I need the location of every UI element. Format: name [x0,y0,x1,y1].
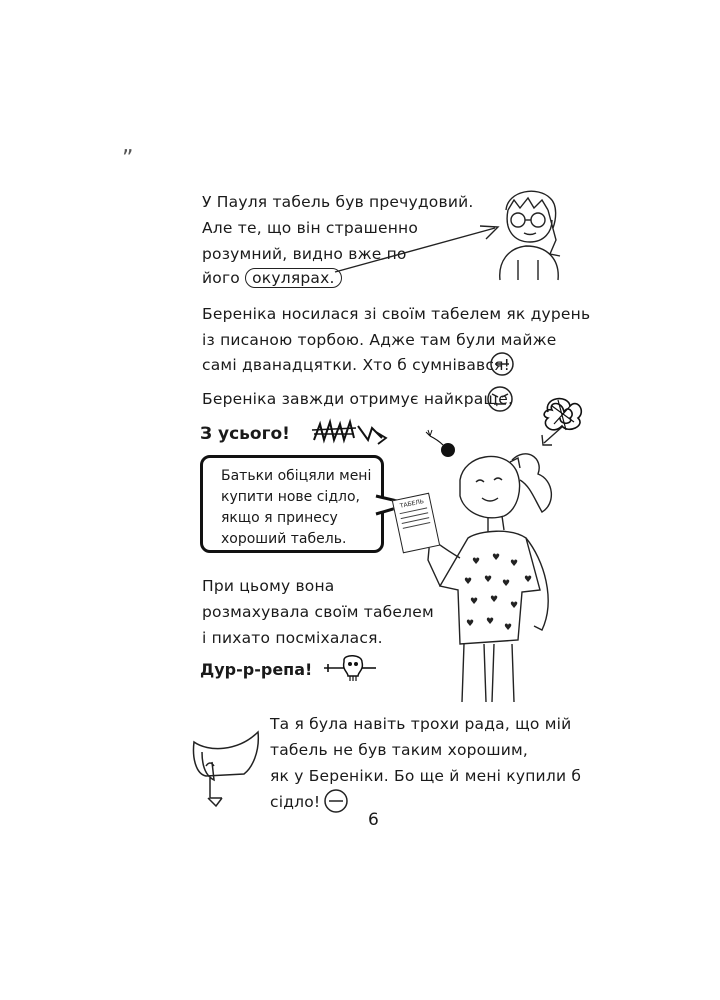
bubble-line2: купити нове сідло, [221,489,360,505]
page-number: 6 [368,810,379,830]
neutral-face-icon-2 [322,787,350,815]
margin-mark: „ [122,133,134,158]
bubble-line1: Батьки обіцяли мені [221,468,372,484]
report-card-label: ТАБЕЛЬ [399,497,425,510]
saddle-illustration [188,722,268,812]
svg-text:♥: ♥ [510,601,519,611]
exclaim-dummy: Дур-р-репа! [200,660,313,679]
para4-line1: При цьому вона [202,577,335,595]
skull-sword-icon [322,654,378,684]
para2-line3: самі дванадцятки. Хто б сумнівався! [202,356,511,374]
svg-text:♥: ♥ [524,575,533,585]
annoyed-face-icon [484,384,516,414]
scribble-swear-icon [310,416,390,448]
svg-text:♥: ♥ [464,577,473,587]
svg-text:♥: ♥ [502,579,511,589]
para1-line4-prefix: його [202,269,240,287]
para2-line1: Береніка носилася зі своїм табелем як дурень [202,305,591,323]
svg-text:♥: ♥ [504,623,513,633]
speech-bubble [200,455,384,553]
para1-line4 [202,268,342,288]
para2-line2: із писаною торбою. Адже там були майже [202,331,557,349]
para5-line2: табель не був таким хорошим, [270,741,529,759]
svg-text:♥: ♥ [470,597,479,607]
para4-line2: розмахувала своїм табелем [202,603,434,621]
glasses-word-oval: окулярах. [245,268,342,288]
berenika-illustration [384,440,584,710]
svg-text:♥: ♥ [472,557,481,567]
para5-line3: як у Береніки. Бо ще й мені купили б [270,767,582,785]
para1-line1: У Пауля табель був пречудовий. [202,193,474,211]
neutral-face-icon [488,350,516,378]
speech-bubble-text [221,466,371,550]
svg-text:♥: ♥ [492,553,501,563]
svg-text:♥: ♥ [486,617,495,627]
bubble-line3: якщо я принесу [221,510,338,526]
svg-text:♥: ♥ [484,575,493,585]
svg-text:♥: ♥ [466,619,475,629]
paul-illustration [478,180,588,290]
para5-line1: Та я була навіть трохи рада, що мій [270,715,572,733]
para5-line4: сідло! [270,793,321,811]
para3: Береніка завжди отримує найкраще. [202,390,514,408]
svg-text:♥: ♥ [510,559,519,569]
para1-line3: розумний, видно вже по [202,245,407,263]
bubble-line4: хороший табель. [221,531,347,547]
svg-text:♥: ♥ [490,595,499,605]
para4-line3: і пихато посміхалася. [202,629,383,647]
para1-line2: Але те, що він страшенно [202,219,419,237]
exclaim-from-everything: З усього! [200,424,290,444]
